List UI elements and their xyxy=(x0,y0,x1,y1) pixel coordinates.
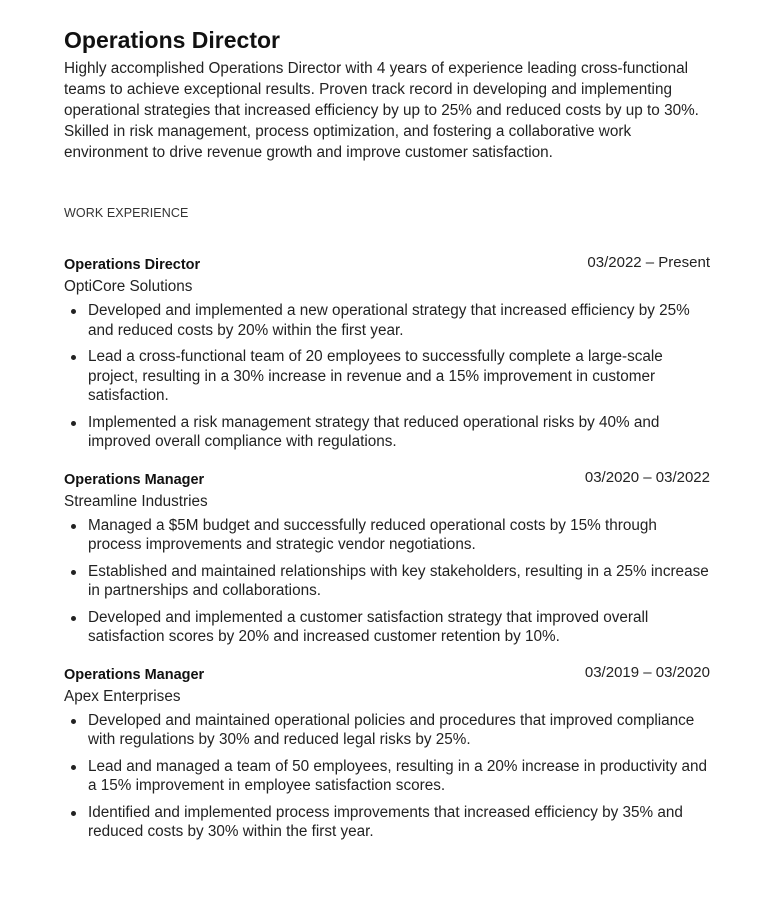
bullet-dot-icon xyxy=(71,524,76,529)
job-dates: 03/2019 – 03/2020 xyxy=(584,663,710,681)
achievement-text: Lead and managed a team of 50 employees, resulting in a 20% increase in productivity and a 15% improvement in employee satisfaction scores. xyxy=(88,757,708,794)
achievement-text: Developed and implemented a customer satisfaction strategy that improved overall satisfaction scores by 20% and increased customer retention by 10%. xyxy=(88,608,649,645)
job-title: Operations Manager xyxy=(64,666,205,683)
achievement-item xyxy=(64,608,710,647)
job-title: Operations Director xyxy=(64,257,201,273)
job-dates: 03/2022 – Present xyxy=(587,254,710,271)
job-dates: 03/2020 – 03/2022 xyxy=(584,468,710,486)
achievement-item xyxy=(64,516,710,555)
resume-name: Operations Director xyxy=(64,27,280,53)
achievement-item xyxy=(64,711,710,750)
achievement-text: Established and maintained relationships with key stakeholders, resulting in a 25% increase in partnerships and collaborations. xyxy=(88,562,709,599)
resume xyxy=(64,26,710,849)
job-header xyxy=(64,665,710,685)
achievement-text: Managed a $5M budget and successfully reduced operational costs by 15% through process improvements and strategic vendor negotiations. xyxy=(88,516,657,553)
professional-summary: Highly accomplished Operations Director with 4 years of experience leading cross-functional teams to achieve exceptional results. Proven track record in developing and implementing operational strategies that increased efficiency by up to 25% and reduced costs by up to 30%. Skilled in risk management, process optimization, and fostering a collaborative work environment to drive revenue growth and improve customer satisfaction. xyxy=(64,60,699,161)
job-header xyxy=(64,470,710,490)
achievement-text: Identified and implemented process improvements that increased efficiency by 35% and reduced costs by 30% within the first year. xyxy=(88,803,683,840)
bullet-dot-icon xyxy=(71,616,76,621)
achievement-item xyxy=(64,803,710,842)
job-entry xyxy=(64,470,710,647)
achievement-text: Developed and implemented a new operational strategy that increased efficiency by 25% and reduced costs by 20% within the first year. xyxy=(88,302,690,339)
achievement-item xyxy=(64,562,710,601)
bullet-dot-icon xyxy=(71,765,76,770)
achievement-list xyxy=(64,301,710,452)
achievement-text: Implemented a risk management strategy that reduced operational risks by 40% and improved overall compliance with regulations. xyxy=(88,413,660,450)
company-name: Streamline Industries xyxy=(64,492,208,510)
job-entry xyxy=(64,665,710,842)
bullet-dot-icon xyxy=(71,355,76,360)
work-experience-list xyxy=(64,255,710,842)
job-title: Operations Manager xyxy=(64,471,205,488)
company-name: OptiCore Solutions xyxy=(64,278,193,295)
achievement-list xyxy=(64,516,710,647)
bullet-dot-icon xyxy=(71,421,76,426)
bullet-dot-icon xyxy=(71,309,76,314)
job-header xyxy=(64,255,710,275)
achievement-item xyxy=(64,757,710,796)
achievement-item xyxy=(64,301,710,340)
achievement-text: Developed and maintained operational policies and procedures that improved compliance with regulations by 30% and reduced legal risks by 25%. xyxy=(88,711,695,748)
bullet-dot-icon xyxy=(71,719,76,724)
achievement-text: Lead a cross-functional team of 20 employees to successfully complete a large-scale project, resulting in a 30% increase in revenue and a 15% improvement in customer satisfaction. xyxy=(88,348,663,404)
company-name: Apex Enterprises xyxy=(64,687,181,705)
bullet-dot-icon xyxy=(71,811,76,816)
achievement-item xyxy=(64,347,710,406)
job-entry xyxy=(64,255,710,452)
bullet-dot-icon xyxy=(71,570,76,575)
achievement-item xyxy=(64,413,710,452)
work-experience-heading: WORK EXPERIENCE xyxy=(64,206,189,220)
achievement-list xyxy=(64,711,710,842)
